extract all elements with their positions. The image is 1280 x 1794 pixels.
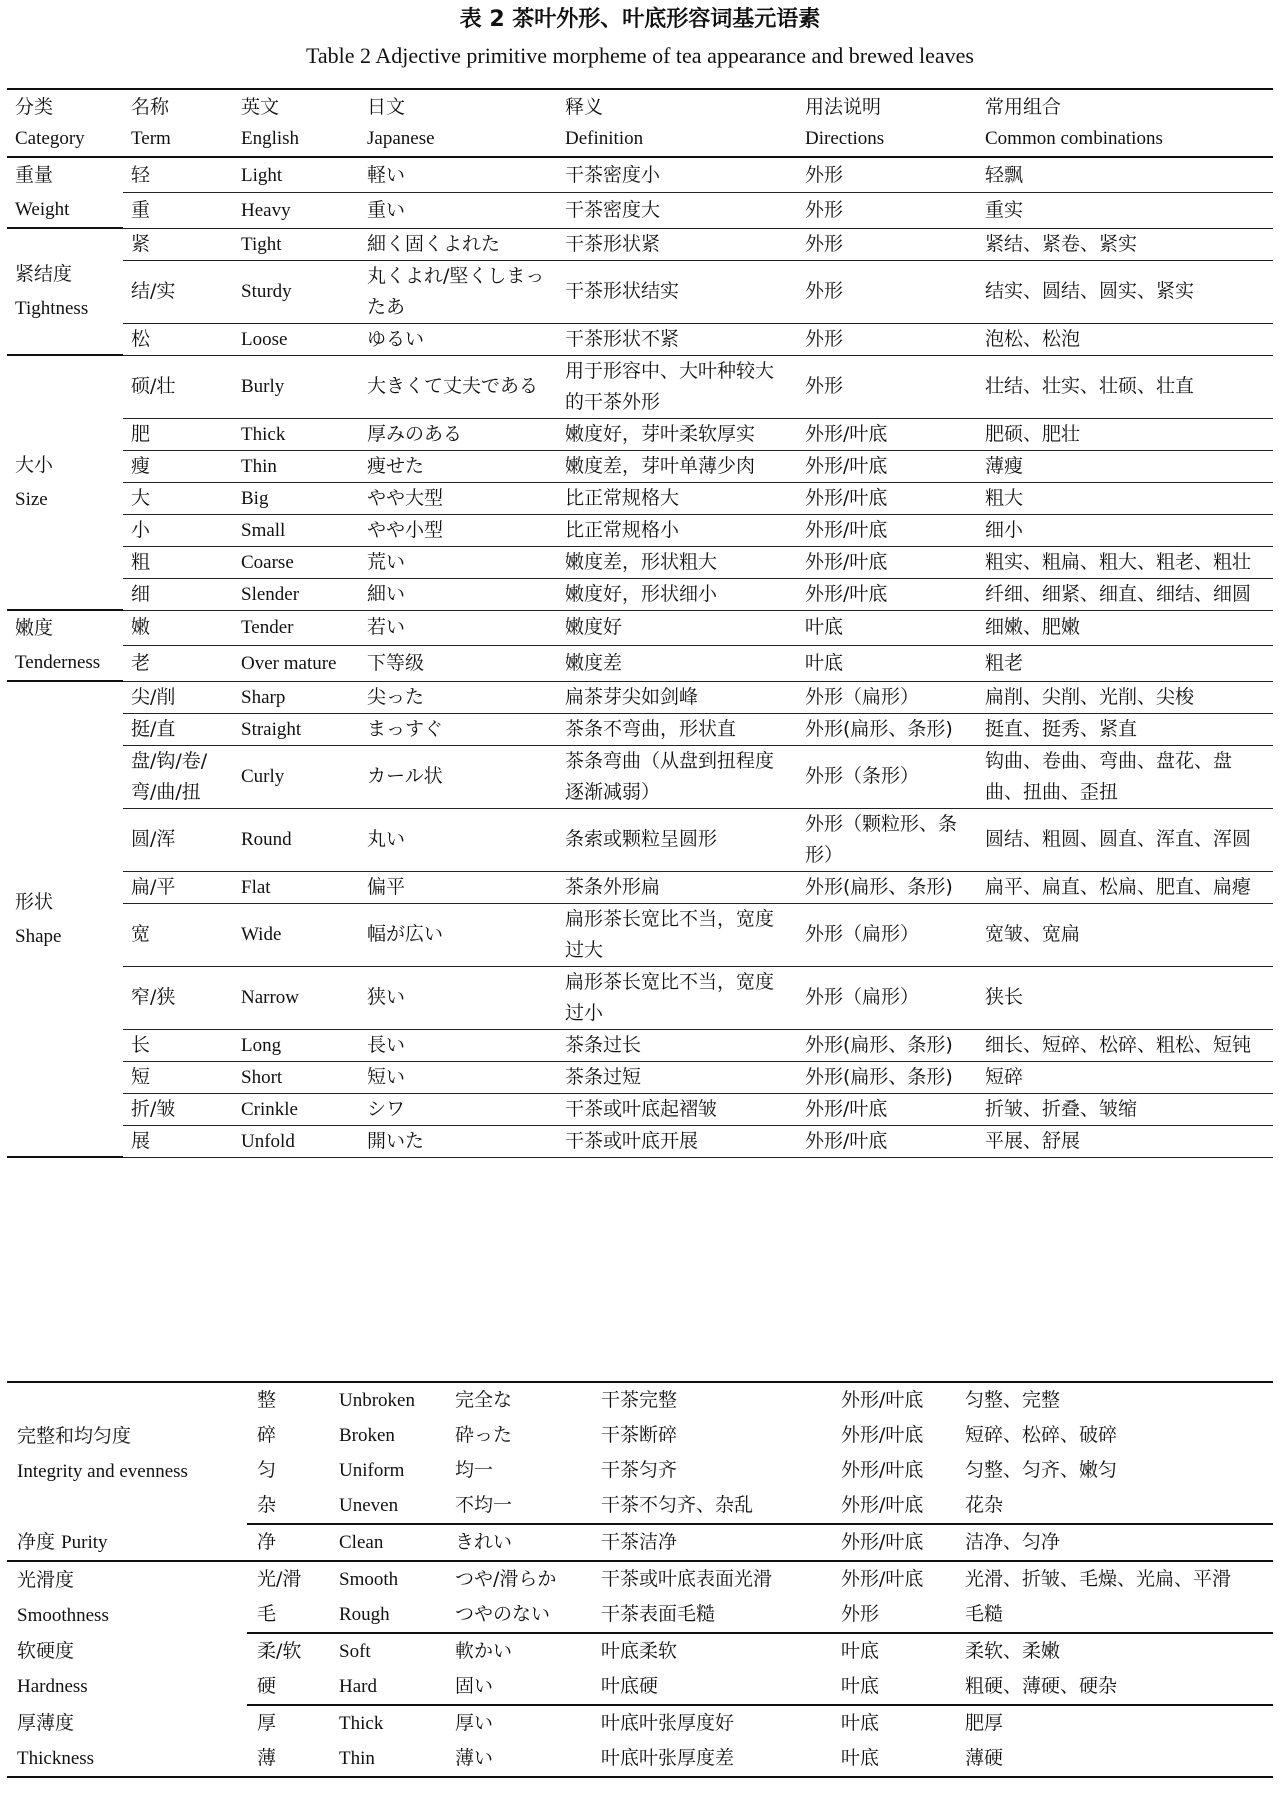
- definition-cell: 干茶表面毛糙: [591, 1597, 831, 1633]
- directions-cell: 外形/叶底: [797, 450, 977, 482]
- english-cell: Loose: [233, 323, 359, 355]
- header-directions: 用法说明 Directions: [797, 89, 977, 157]
- table-row: [7, 966, 1273, 1029]
- definition-cell: 比正常规格大: [557, 482, 797, 514]
- table-title-zh: 表 2 茶叶外形、叶底形容词基元语素: [459, 7, 821, 32]
- japanese-cell: 丸くよれ/堅くしまったあ: [359, 260, 557, 323]
- combinations-cell: 细嫩、肥嫩: [977, 610, 1273, 646]
- english-cell: Straight: [233, 713, 359, 745]
- directions-cell: 外形/叶底: [841, 1424, 924, 1446]
- term-cell: 圆/浑: [123, 808, 233, 871]
- category-cell: [7, 1633, 247, 1705]
- directions-cell: 外形: [797, 355, 977, 418]
- directions-cell: 叶底: [797, 610, 977, 646]
- english-cell: Narrow: [233, 966, 359, 1029]
- table-row: [7, 418, 1273, 450]
- directions-cell: 叶底: [797, 646, 977, 682]
- directions-cell: 外形(扁形、条形): [797, 713, 977, 745]
- japanese-cell: 厚みのある: [359, 418, 557, 450]
- japanese-cell: 重い: [359, 193, 557, 228]
- definition-cell: 条索或颗粒呈圆形: [557, 808, 797, 871]
- japanese-cell: 開いた: [359, 1125, 557, 1157]
- table-row: [7, 157, 1273, 193]
- term-cell: 老: [123, 646, 233, 682]
- term-cell: 厚: [257, 1712, 277, 1734]
- header-english: 英文 English: [233, 89, 359, 157]
- header-japanese: 日文 Japanese: [359, 89, 557, 157]
- term-cell: 短: [123, 1061, 233, 1093]
- definition-cell: 叶底叶张厚度好: [601, 1712, 735, 1734]
- directions-cell: 外形/叶底: [797, 1093, 977, 1125]
- english-cell: Thin: [339, 1748, 375, 1769]
- directions-cell: 外形/叶底: [841, 1459, 924, 1481]
- directions-cell: 叶底: [841, 1747, 880, 1769]
- combinations-cell: 平展、舒展: [977, 1125, 1273, 1157]
- english-cell: Smooth: [339, 1569, 399, 1590]
- category-en: Size: [15, 489, 48, 510]
- definition-cell: 干茶密度小: [557, 157, 797, 193]
- combinations-cell: 细长、短碎、松碎、粗松、短钝: [977, 1029, 1273, 1061]
- definition-cell: 干茶不匀齐、杂乱: [591, 1488, 831, 1524]
- term-cell: 结/实: [123, 260, 233, 323]
- japanese-cell: 荒い: [359, 546, 557, 578]
- japanese-cell: 偏平: [359, 871, 557, 903]
- directions-cell: 外形(扁形、条形): [797, 1061, 977, 1093]
- english-cell: Rough: [329, 1597, 445, 1633]
- definition-cell: 茶条外形扁: [557, 871, 797, 903]
- term-cell: 长: [123, 1029, 233, 1061]
- directions-cell: 外形（扁形）: [797, 681, 977, 713]
- category-en: Weight: [15, 199, 70, 220]
- definition-cell: 叶底硬: [591, 1669, 831, 1705]
- definition-cell: 扁形茶长宽比不当，宽度过大: [557, 903, 797, 966]
- japanese-cell: 厚い: [455, 1712, 494, 1734]
- table-row: [7, 228, 1273, 260]
- directions-cell: 外形（扁形）: [797, 903, 977, 966]
- english-cell: Curly: [233, 745, 359, 808]
- table-row: [7, 578, 1273, 610]
- combinations-cell: 圆结、粗圆、圆直、浑直、浑圆: [977, 808, 1273, 871]
- definition-cell: 茶条过长: [557, 1029, 797, 1061]
- definition-cell: 干茶完整: [601, 1389, 678, 1411]
- combinations-cell: 挺直、挺秀、紧直: [977, 713, 1273, 745]
- directions-cell: 外形（扁形）: [797, 966, 977, 1029]
- category-cell: [7, 355, 123, 610]
- term-cell: 尖/削: [123, 681, 233, 713]
- definition-cell: 嫩度好，芽叶柔软厚实: [557, 418, 797, 450]
- combinations-cell: 柔软、柔嫩: [965, 1640, 1061, 1662]
- combinations-cell: 短碎: [977, 1061, 1273, 1093]
- english-cell: Crinkle: [233, 1093, 359, 1125]
- english-cell: Soft: [339, 1641, 371, 1662]
- table-row: [7, 903, 1273, 966]
- english-cell: Flat: [233, 871, 359, 903]
- english-cell: Wide: [233, 903, 359, 966]
- table-row: [7, 1561, 1273, 1597]
- category-en: Shape: [15, 925, 62, 947]
- term-cell: 柔/软: [257, 1640, 302, 1662]
- term-cell: 小: [123, 514, 233, 546]
- main-table: [7, 88, 1273, 1158]
- category-en: Integrity and evenness: [17, 1460, 188, 1482]
- combinations-cell: 狭长: [977, 966, 1273, 1029]
- english-cell: Coarse: [233, 546, 359, 578]
- directions-cell: 外形/叶底: [797, 1125, 977, 1157]
- table-row: [7, 514, 1273, 546]
- directions-cell: 外形/叶底: [797, 418, 977, 450]
- combinations-cell: 匀整、完整: [965, 1389, 1061, 1411]
- term-cell: 净: [247, 1524, 329, 1561]
- japanese-cell: 丸い: [359, 808, 557, 871]
- definition-cell: 嫩度好，形状细小: [557, 578, 797, 610]
- english-cell: Sharp: [233, 681, 359, 713]
- definition-cell: 嫩度好: [557, 610, 797, 646]
- category-en: Tenderness: [15, 652, 101, 673]
- table-row: [7, 450, 1273, 482]
- table-row: [7, 646, 1273, 682]
- term-cell: 杂: [247, 1488, 329, 1524]
- term-cell: 薄: [257, 1747, 277, 1769]
- combinations-cell: 粗硬、薄硬、硬杂: [955, 1669, 1273, 1705]
- japanese-cell: 砕った: [455, 1424, 513, 1446]
- definition-cell: 扁茶芽尖如剑峰: [557, 681, 797, 713]
- category-zh: 光滑度: [17, 1568, 75, 1591]
- directions-cell: 叶底: [841, 1640, 880, 1662]
- english-cell: Light: [233, 157, 359, 193]
- category-zh: 厚薄度: [17, 1711, 75, 1734]
- directions-cell: 叶底: [841, 1712, 880, 1734]
- japanese-cell: 痩せた: [359, 450, 557, 482]
- japanese-cell: やや大型: [359, 482, 557, 514]
- english-cell: Over mature: [233, 646, 359, 682]
- term-cell: 展: [123, 1125, 233, 1157]
- category-zh: 紧结度: [15, 263, 73, 285]
- english-cell: Thick: [233, 418, 359, 450]
- english-cell: Burly: [233, 355, 359, 418]
- category-cell: [7, 610, 123, 681]
- table-row: [7, 871, 1273, 903]
- definition-cell: 茶条弯曲（从盘到扭程度逐渐减弱）: [557, 745, 797, 808]
- directions-cell: 外形/叶底: [797, 482, 977, 514]
- combinations-cell: 扁削、尖削、光削、尖梭: [977, 681, 1273, 713]
- japanese-cell: 薄い: [455, 1747, 494, 1769]
- table-row: [7, 1705, 1273, 1741]
- directions-cell: 外形/叶底: [831, 1524, 955, 1561]
- combinations-cell: 结实、圆结、圆实、紧实: [977, 260, 1273, 323]
- english-cell: Thin: [233, 450, 359, 482]
- table-row: [7, 610, 1273, 646]
- english-cell: Tender: [233, 610, 359, 646]
- combinations-cell: 钩曲、卷曲、弯曲、盘花、盘曲、扭曲、歪扭: [977, 745, 1273, 808]
- category-en: Purity: [61, 1531, 108, 1553]
- definition-cell: 干茶密度大: [557, 193, 797, 228]
- category-cell: [7, 681, 123, 1157]
- sub-table: [7, 1381, 1273, 1778]
- japanese-cell: 下等级: [359, 646, 557, 682]
- directions-cell: 外形/叶底: [841, 1389, 924, 1411]
- combinations-cell: 细小: [977, 514, 1273, 546]
- directions-cell: 外形: [797, 157, 977, 193]
- combinations-cell: 粗大: [977, 482, 1273, 514]
- english-cell: Small: [233, 514, 359, 546]
- definition-cell: 干茶断碎: [601, 1424, 678, 1446]
- table-row: [7, 260, 1273, 323]
- table-row: [7, 1093, 1273, 1125]
- japanese-cell: つや/滑らか: [455, 1568, 557, 1590]
- combinations-cell: 折皱、折叠、皱缩: [977, 1093, 1273, 1125]
- japanese-cell: きれい: [445, 1524, 591, 1561]
- category-en: Smoothness: [17, 1604, 109, 1626]
- term-cell: 毛: [247, 1597, 329, 1633]
- combinations-cell: 短碎、松碎、破碎: [965, 1424, 1118, 1446]
- japanese-cell: カール状: [359, 745, 557, 808]
- category-cell: [7, 1561, 247, 1633]
- english-cell: Heavy: [233, 193, 359, 228]
- combinations-cell: 紧结、紧卷、紧实: [977, 228, 1273, 260]
- header-category: 分类 Category: [7, 89, 123, 157]
- combinations-cell: 薄硬: [965, 1747, 1004, 1769]
- directions-cell: 外形/叶底: [841, 1568, 924, 1590]
- category-cell: [7, 157, 123, 228]
- english-cell: Tight: [233, 228, 359, 260]
- table-row: [7, 355, 1273, 418]
- definition-cell: 干茶或叶底开展: [557, 1125, 797, 1157]
- table-row: [7, 1125, 1273, 1157]
- term-cell: 松: [123, 323, 233, 355]
- category-zh: 软硬度: [17, 1640, 75, 1662]
- category-zh: 完整和均匀度: [17, 1424, 132, 1447]
- directions-cell: 外形（颗粒形、条形）: [797, 808, 977, 871]
- table-row: [7, 681, 1273, 713]
- header-definition: 释义 Definition: [557, 89, 797, 157]
- combinations-cell: 粗实、粗扁、粗大、粗老、粗壮: [977, 546, 1273, 578]
- table-row: [7, 713, 1273, 745]
- japanese-cell: 若い: [359, 610, 557, 646]
- english-cell: Long: [233, 1029, 359, 1061]
- english-cell: Unbroken: [339, 1390, 415, 1411]
- combinations-cell: 宽皱、宽扁: [977, 903, 1273, 966]
- term-cell: 窄/狭: [123, 966, 233, 1029]
- japanese-cell: 長い: [359, 1029, 557, 1061]
- definition-cell: 叶底柔软: [601, 1640, 678, 1662]
- table-row: [7, 1633, 1273, 1669]
- definition-cell: 用于形容中、大叶种较大的干茶外形: [557, 355, 797, 418]
- japanese-cell: ゆるい: [359, 323, 557, 355]
- table-title-en: Table 2 Adjective primitive morpheme of tea appearance and brewed leaves: [306, 43, 974, 68]
- combinations-cell: 粗老: [977, 646, 1273, 682]
- category-cell: [7, 1705, 247, 1777]
- table-row: [7, 1029, 1273, 1061]
- term-cell: 扁/平: [123, 871, 233, 903]
- english-cell: Short: [233, 1061, 359, 1093]
- japanese-cell: 完全な: [455, 1389, 513, 1411]
- table-row: [7, 482, 1273, 514]
- definition-cell: 叶底叶张厚度差: [601, 1747, 735, 1769]
- table-row: [7, 1382, 1273, 1418]
- directions-cell: 外形/叶底: [797, 578, 977, 610]
- definition-cell: 干茶形状不紧: [557, 323, 797, 355]
- combinations-cell: 肥厚: [965, 1712, 1004, 1734]
- combinations-cell: 轻飘: [977, 157, 1273, 193]
- combinations-cell: 泡松、松泡: [977, 323, 1273, 355]
- combinations-cell: 洁净、匀净: [955, 1524, 1273, 1561]
- category-zh: 形状: [15, 890, 54, 913]
- definition-cell: 茶条过短: [557, 1061, 797, 1093]
- term-cell: 细: [123, 578, 233, 610]
- directions-cell: 外形: [831, 1597, 955, 1633]
- category-zh: 净度: [17, 1530, 56, 1553]
- table-row: [7, 745, 1273, 808]
- term-cell: 嫩: [123, 610, 233, 646]
- english-cell: Broken: [339, 1425, 395, 1446]
- category-en: Hardness: [17, 1676, 88, 1697]
- term-cell: 大: [123, 482, 233, 514]
- directions-cell: 外形(扁形、条形): [797, 871, 977, 903]
- table-row: [7, 1524, 1273, 1561]
- term-cell: 盘/钩/卷/弯/曲/扭: [123, 745, 233, 808]
- definition-cell: 干茶洁净: [591, 1524, 831, 1561]
- definition-cell: 干茶或叶底表面光滑: [601, 1568, 773, 1590]
- header-combinations: 常用组合 Common combinations: [977, 89, 1273, 157]
- combinations-cell: 纤细、细紧、细直、细结、细圆: [977, 578, 1273, 610]
- main-table-body: [7, 157, 1273, 1157]
- english-cell: Slender: [233, 578, 359, 610]
- english-cell: Thick: [339, 1713, 384, 1734]
- japanese-cell: 細く固くよれた: [359, 228, 557, 260]
- japanese-cell: 均一: [455, 1459, 494, 1481]
- combinations-cell: 薄瘦: [977, 450, 1273, 482]
- term-cell: 粗: [123, 546, 233, 578]
- term-cell: 光/滑: [257, 1568, 302, 1590]
- combinations-cell: 光滑、折皱、毛燥、光扁、平滑: [965, 1568, 1232, 1590]
- english-cell: Big: [233, 482, 359, 514]
- term-cell: 紧: [123, 228, 233, 260]
- term-cell: 整: [257, 1389, 277, 1411]
- term-cell: 硬: [247, 1669, 329, 1705]
- definition-cell: 嫩度差: [557, 646, 797, 682]
- category-zh: 重量: [15, 164, 54, 186]
- japanese-cell: 狭い: [359, 966, 557, 1029]
- japanese-cell: 幅が広い: [359, 903, 557, 966]
- category-cell: [7, 1382, 247, 1524]
- term-cell: 碎: [257, 1424, 277, 1446]
- directions-cell: 外形（条形）: [797, 745, 977, 808]
- combinations-cell: 扁平、扁直、松扁、肥直、扁瘪: [977, 871, 1273, 903]
- directions-cell: 外形: [797, 260, 977, 323]
- term-cell: 折/皱: [123, 1093, 233, 1125]
- term-cell: 重: [123, 193, 233, 228]
- term-cell: 匀: [257, 1459, 277, 1481]
- directions-cell: 外形/叶底: [797, 514, 977, 546]
- directions-cell: 外形: [797, 228, 977, 260]
- definition-cell: 干茶或叶底起褶皱: [557, 1093, 797, 1125]
- japanese-cell: まっすぐ: [359, 713, 557, 745]
- english-cell: Sturdy: [233, 260, 359, 323]
- directions-cell: 外形(扁形、条形): [797, 1029, 977, 1061]
- definition-cell: 嫩度差，芽叶单薄少肉: [557, 450, 797, 482]
- japanese-cell: 細い: [359, 578, 557, 610]
- combinations-cell: 重实: [977, 193, 1273, 228]
- japanese-cell: 短い: [359, 1061, 557, 1093]
- term-cell: 挺/直: [123, 713, 233, 745]
- english-cell: Round: [233, 808, 359, 871]
- japanese-cell: 不均一: [445, 1488, 591, 1524]
- category-cell: [7, 1524, 247, 1561]
- category-en: Tightness: [15, 298, 89, 319]
- category-en: Thickness: [17, 1747, 95, 1769]
- table-row: [7, 193, 1273, 228]
- japanese-cell: 固い: [445, 1669, 591, 1705]
- term-cell: 瘦: [123, 450, 233, 482]
- english-cell: Unfold: [233, 1125, 359, 1157]
- definition-cell: 嫩度差，形状粗大: [557, 546, 797, 578]
- japanese-cell: 軟かい: [455, 1640, 513, 1662]
- table-row: [7, 323, 1273, 355]
- definition-cell: 比正常规格小: [557, 514, 797, 546]
- table-row: [7, 546, 1273, 578]
- header-term: 名称 Term: [123, 89, 233, 157]
- japanese-cell: シワ: [359, 1093, 557, 1125]
- term-cell: 宽: [123, 903, 233, 966]
- table-row: [7, 808, 1273, 871]
- japanese-cell: やや小型: [359, 514, 557, 546]
- definition-cell: 干茶形状紧: [557, 228, 797, 260]
- header-row: [7, 89, 1273, 157]
- japanese-cell: 大きくて丈夫である: [359, 355, 557, 418]
- directions-cell: 外形: [797, 193, 977, 228]
- combinations-cell: 肥硕、肥壮: [977, 418, 1273, 450]
- definition-cell: 干茶匀齐: [601, 1459, 678, 1481]
- english-cell: Hard: [329, 1669, 445, 1705]
- directions-cell: 外形/叶底: [831, 1488, 955, 1524]
- directions-cell: 叶底: [831, 1669, 955, 1705]
- definition-cell: 干茶形状结实: [557, 260, 797, 323]
- category-zh: 嫩度: [15, 617, 54, 639]
- japanese-cell: つやのない: [445, 1597, 591, 1633]
- english-cell: Clean: [329, 1524, 445, 1561]
- term-cell: 肥: [123, 418, 233, 450]
- english-cell: Uniform: [339, 1460, 405, 1481]
- table-row: [7, 1061, 1273, 1093]
- term-cell: 硕/壮: [123, 355, 233, 418]
- category-cell: [7, 228, 123, 355]
- combinations-cell: 匀整、匀齐、嫩匀: [965, 1459, 1118, 1481]
- english-cell: Uneven: [329, 1488, 445, 1524]
- combinations-cell: 壮结、壮实、壮硕、壮直: [977, 355, 1273, 418]
- definition-cell: 茶条不弯曲，形状直: [557, 713, 797, 745]
- combinations-cell: 花杂: [955, 1488, 1273, 1524]
- definition-cell: 扁形茶长宽比不当，宽度过小: [557, 966, 797, 1029]
- directions-cell: 外形/叶底: [797, 546, 977, 578]
- term-cell: 轻: [123, 157, 233, 193]
- category-zh: 大小: [15, 454, 54, 476]
- japanese-cell: 尖った: [359, 681, 557, 713]
- directions-cell: 外形: [797, 323, 977, 355]
- japanese-cell: 軽い: [359, 157, 557, 193]
- combinations-cell: 毛糙: [955, 1597, 1273, 1633]
- sub-table-body: [7, 1382, 1273, 1777]
